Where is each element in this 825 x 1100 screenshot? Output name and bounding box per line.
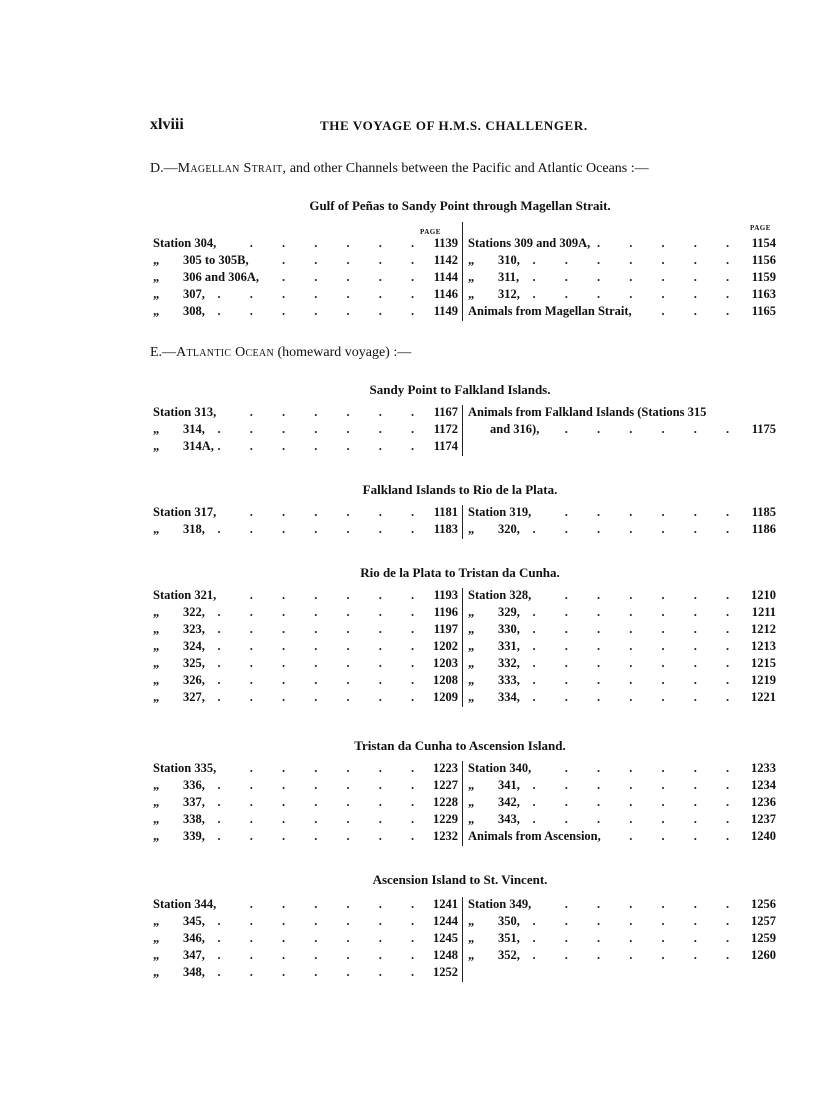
station-row <box>468 690 776 707</box>
right-column <box>468 405 776 439</box>
station-label: 320, <box>498 522 520 536</box>
station-label: 329, <box>498 605 520 619</box>
station-row <box>468 588 776 605</box>
ditto-mark: „ <box>468 287 475 301</box>
station-row <box>153 656 458 673</box>
ditto-mark: „ <box>153 673 160 687</box>
page-number: 1172 <box>433 422 458 436</box>
station-label: Station 344, <box>153 897 217 911</box>
station-label: 348, <box>183 965 205 979</box>
page-number: 1197 <box>433 622 458 636</box>
station-label: 318, <box>183 522 205 536</box>
ditto-mark: „ <box>468 522 475 536</box>
column-divider <box>462 222 463 321</box>
station-label: Animals from Magellan Strait, <box>468 304 632 318</box>
route-heading: Gulf of Peñas to Sandy Point through Magellan Strait. <box>309 198 611 213</box>
page-number: 1183 <box>433 522 458 536</box>
station-label: Station 321, <box>153 588 217 602</box>
page-number: 1245 <box>433 931 458 945</box>
ditto-mark: „ <box>153 422 160 436</box>
station-row <box>153 605 458 622</box>
station-label: 314A, <box>183 439 214 453</box>
left-column <box>153 405 458 456</box>
ditto-mark: „ <box>153 287 160 301</box>
page-number: 1209 <box>433 690 458 704</box>
ditto-mark: „ <box>153 778 160 792</box>
page-number: 1219 <box>751 673 776 687</box>
page-number: 1260 <box>751 948 776 962</box>
ditto-mark: „ <box>153 253 160 267</box>
ditto-mark: „ <box>153 812 160 826</box>
right-column <box>468 236 776 321</box>
ditto-mark: „ <box>468 253 475 267</box>
ditto-mark: „ <box>468 639 475 653</box>
page-number: 1229 <box>433 812 458 826</box>
station-row <box>468 948 776 965</box>
station-row <box>468 236 776 253</box>
page-number: 1144 <box>433 270 458 284</box>
ditto-mark: „ <box>153 439 160 453</box>
ditto-mark: „ <box>153 605 160 619</box>
column-divider <box>462 897 463 982</box>
page-number: 1241 <box>433 897 458 911</box>
station-row <box>153 439 458 456</box>
station-label: 311, <box>498 270 520 284</box>
station-row <box>153 914 458 931</box>
station-row <box>468 931 776 948</box>
station-row <box>153 588 458 605</box>
station-row <box>468 673 776 690</box>
page-number: 1146 <box>433 287 458 301</box>
station-row <box>153 622 458 639</box>
route-heading: Falkland Islands to Rio de la Plata. <box>362 482 558 497</box>
station-row <box>153 965 458 982</box>
ditto-mark: „ <box>153 965 160 979</box>
page-number: 1174 <box>433 439 458 453</box>
route-heading: Sandy Point to Falkland Islands. <box>369 382 551 397</box>
page-number: 1208 <box>433 673 458 687</box>
ditto-mark: „ <box>153 931 160 945</box>
page-number: 1203 <box>433 656 458 670</box>
station-row <box>468 795 776 812</box>
column-divider <box>462 505 463 539</box>
ditto-mark: „ <box>468 673 475 687</box>
station-row <box>153 505 458 522</box>
page-number: 1167 <box>433 405 458 419</box>
page-header <box>150 116 670 138</box>
page-number: 1185 <box>751 505 776 519</box>
station-label: 325, <box>183 656 205 670</box>
page-number: 1186 <box>751 522 776 536</box>
station-label: 338, <box>183 812 205 826</box>
page-number: 1244 <box>433 914 458 928</box>
page-number: 1256 <box>751 897 776 911</box>
page-number: 1237 <box>751 812 776 826</box>
ditto-mark: „ <box>153 522 160 536</box>
page-number: 1257 <box>751 914 776 928</box>
ditto-mark: „ <box>468 656 475 670</box>
ditto-mark: „ <box>153 948 160 962</box>
station-label: 352, <box>498 948 520 962</box>
station-label: 322, <box>183 605 205 619</box>
ditto-mark: „ <box>468 914 475 928</box>
right-column <box>468 505 776 539</box>
page-number: 1210 <box>751 588 776 602</box>
ditto-mark: „ <box>468 931 475 945</box>
part-heading-e: E.—Atlantic Ocean (homeward voyage) :— <box>150 345 412 360</box>
station-row <box>153 829 458 846</box>
station-label: 332, <box>498 656 520 670</box>
station-label: 350, <box>498 914 520 928</box>
right-column <box>468 761 776 846</box>
page-number: 1234 <box>751 778 776 792</box>
left-column <box>153 761 458 846</box>
station-row <box>468 605 776 622</box>
ditto-mark: „ <box>153 639 160 653</box>
page-column-label: PAGE <box>750 224 771 232</box>
station-row <box>153 236 458 253</box>
ditto-mark: „ <box>468 270 475 284</box>
station-row <box>468 761 776 778</box>
station-label: 336, <box>183 778 205 792</box>
station-label: 324, <box>183 639 205 653</box>
page-number: 1212 <box>751 622 776 636</box>
ditto-mark: „ <box>153 914 160 928</box>
station-label: Station 319, <box>468 505 532 519</box>
right-column <box>468 588 776 707</box>
ditto-mark: „ <box>153 829 160 843</box>
route-heading: Tristan da Cunha to Ascension Island. <box>354 738 566 753</box>
station-label: Station 335, <box>153 761 217 775</box>
station-label: Stations 309 and 309A, <box>468 236 591 250</box>
station-row <box>468 522 776 539</box>
part-heading-d: D.—Magellan Strait, and other Channels between the Pacific and Atlantic Oceans :— <box>150 161 649 176</box>
station-label: 333, <box>498 673 520 687</box>
page-number: 1181 <box>433 505 458 519</box>
ditto-mark: „ <box>468 812 475 826</box>
station-row <box>468 270 776 287</box>
station-row <box>468 304 776 321</box>
station-label: 341, <box>498 778 520 792</box>
page-number: 1159 <box>751 270 776 284</box>
station-row <box>468 253 776 270</box>
station-label: 308, <box>183 304 205 318</box>
column-divider <box>462 761 463 846</box>
station-label: 323, <box>183 622 205 636</box>
station-row <box>153 405 458 422</box>
ditto-mark: „ <box>153 622 160 636</box>
page-number: 1211 <box>751 605 776 619</box>
station-label: Station 304, <box>153 236 217 250</box>
station-label: 347, <box>183 948 205 962</box>
running-title: THE VOYAGE OF H.M.S. CHALLENGER. <box>320 118 588 133</box>
page-number: 1165 <box>751 304 776 318</box>
station-label: 334, <box>498 690 520 704</box>
route-heading: Rio de la Plata to Tristan da Cunha. <box>360 565 560 580</box>
station-label: 342, <box>498 795 520 809</box>
ditto-mark: „ <box>153 795 160 809</box>
page-number: xlviii <box>150 116 184 133</box>
page-number: 1139 <box>433 236 458 250</box>
station-label: 330, <box>498 622 520 636</box>
right-column <box>468 897 776 965</box>
ditto-mark: „ <box>468 622 475 636</box>
station-row <box>468 829 776 846</box>
station-label: 327, <box>183 690 205 704</box>
page-number: 1236 <box>751 795 776 809</box>
station-row <box>153 948 458 965</box>
ditto-mark: „ <box>153 690 160 704</box>
station-label: 312, <box>498 287 520 301</box>
station-label: 343, <box>498 812 520 826</box>
ditto-mark: „ <box>468 690 475 704</box>
station-label: 305 to 305B, <box>183 253 249 267</box>
station-row <box>153 270 458 287</box>
station-row <box>153 931 458 948</box>
page-number: 1252 <box>433 965 458 979</box>
station-row <box>153 795 458 812</box>
page-number: 1156 <box>751 253 776 267</box>
page-number: 1215 <box>751 656 776 670</box>
station-row <box>468 812 776 829</box>
ditto-mark: „ <box>468 948 475 962</box>
station-row <box>153 253 458 270</box>
station-row <box>153 812 458 829</box>
page-number: 1202 <box>433 639 458 653</box>
page-number: 1149 <box>433 304 458 318</box>
station-label: 314, <box>183 422 205 436</box>
page-number: 1228 <box>433 795 458 809</box>
ditto-mark: „ <box>468 605 475 619</box>
column-divider <box>462 405 463 456</box>
station-row <box>153 761 458 778</box>
station-row <box>468 287 776 304</box>
page-number: 1248 <box>433 948 458 962</box>
station-label: 351, <box>498 931 520 945</box>
station-label: Station 349, <box>468 897 532 911</box>
page-number: 1175 <box>751 422 776 436</box>
left-column <box>153 897 458 982</box>
page-number: 1240 <box>751 829 776 843</box>
station-label: 337, <box>183 795 205 809</box>
page-number: 1154 <box>751 236 776 250</box>
station-row <box>468 405 776 422</box>
left-column <box>153 236 458 321</box>
station-label: 346, <box>183 931 205 945</box>
station-label: and 316), <box>490 422 540 436</box>
page-number: 1221 <box>751 690 776 704</box>
station-row <box>153 522 458 539</box>
station-row <box>153 287 458 304</box>
station-row <box>153 690 458 707</box>
page-number: 1142 <box>433 253 458 267</box>
station-row <box>153 422 458 439</box>
ditto-mark: „ <box>468 778 475 792</box>
page-number: 1196 <box>433 605 458 619</box>
route-heading: Ascension Island to St. Vincent. <box>372 872 548 887</box>
page-number: 1232 <box>433 829 458 843</box>
ditto-mark: „ <box>153 304 160 318</box>
station-label: 345, <box>183 914 205 928</box>
page-number: 1223 <box>433 761 458 775</box>
station-label: 307, <box>183 287 205 301</box>
station-label: Station 317, <box>153 505 217 519</box>
left-column <box>153 588 458 707</box>
station-row <box>468 622 776 639</box>
page-number: 1193 <box>433 588 458 602</box>
ditto-mark: „ <box>153 656 160 670</box>
station-label: 306 and 306A, <box>183 270 260 284</box>
station-row <box>468 639 776 656</box>
page-number: 1163 <box>751 287 776 301</box>
station-row <box>153 778 458 795</box>
station-row <box>468 778 776 795</box>
page-number: 1233 <box>751 761 776 775</box>
station-row <box>153 673 458 690</box>
station-label: Station 313, <box>153 405 217 419</box>
ditto-mark: „ <box>153 270 160 284</box>
station-row <box>468 422 776 439</box>
page-number: 1259 <box>751 931 776 945</box>
station-row <box>468 897 776 914</box>
station-row <box>468 505 776 522</box>
station-label: Animals from Falkland Islands (Stations 315 <box>468 405 707 419</box>
station-label: Station 340, <box>468 761 532 775</box>
station-label: 339, <box>183 829 205 843</box>
station-label: Animals from Ascension, <box>468 829 601 843</box>
station-row <box>468 914 776 931</box>
page-number: 1227 <box>433 778 458 792</box>
station-label: Station 328, <box>468 588 532 602</box>
station-label: 331, <box>498 639 520 653</box>
ditto-mark: „ <box>468 795 475 809</box>
left-column <box>153 505 458 539</box>
page-number: 1213 <box>751 639 776 653</box>
page-column-label: PAGE <box>420 228 441 236</box>
station-label: 310, <box>498 253 520 267</box>
station-row <box>153 897 458 914</box>
station-row <box>468 656 776 673</box>
column-divider <box>462 588 463 707</box>
station-label: 326, <box>183 673 205 687</box>
station-row <box>153 304 458 321</box>
station-row <box>153 639 458 656</box>
